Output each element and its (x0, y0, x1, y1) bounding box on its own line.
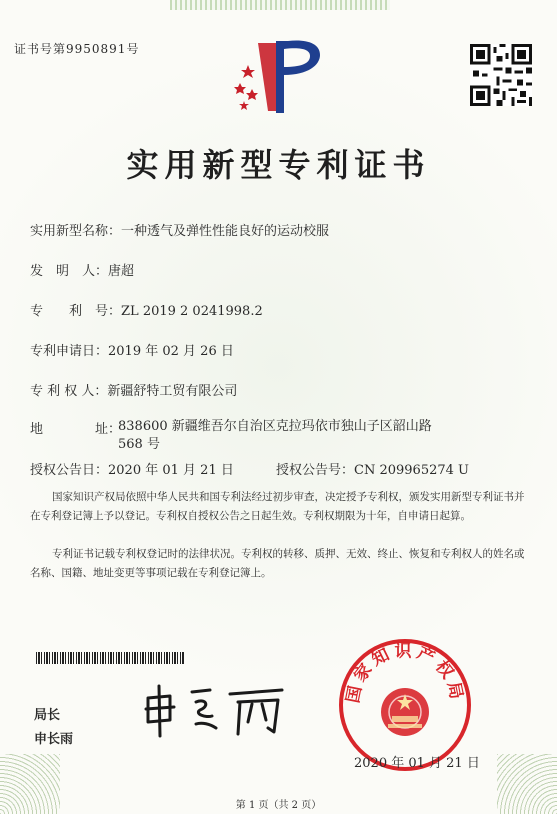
signer-title: 局长 (34, 708, 61, 723)
handwritten-signature-icon (140, 680, 290, 740)
announcement-date-value: 2020 年 01 月 21 日 (108, 463, 234, 478)
field-announcement-date (30, 459, 234, 478)
page-number: 第 1 页（共 2 页） (235, 800, 322, 811)
field-announcement-number (276, 459, 469, 478)
announcement-date-label: 授权公告日： (30, 463, 109, 478)
cnipa-logo-icon (228, 35, 328, 117)
seal-text: 国家知识产权局 (343, 641, 467, 705)
seal-date: 2020 年 01 月 21 日 (354, 756, 480, 771)
field-patent-number (30, 300, 263, 319)
inventor-label: 发 明 人： (30, 264, 109, 279)
signer-name: 申长雨 (34, 732, 74, 747)
application-date-label: 专利申请日： (30, 344, 109, 359)
patent-number-label: 专 利 号： (30, 304, 122, 319)
field-application-date (30, 340, 234, 359)
application-date-value: 2019 年 02 月 26 日 (108, 344, 234, 359)
patent-number-value: ZL 2019 2 0241998.2 (121, 304, 263, 319)
field-utility-model-name (30, 220, 329, 239)
patentee-value: 新疆舒特工贸有限公司 (107, 384, 238, 399)
certificate-number: 证书号第9950891号 (14, 42, 140, 56)
utility-model-name-value: 一种透气及弹性性能良好的运动校服 (121, 224, 330, 239)
announcement-number-value: CN 209965274 U (354, 463, 469, 478)
qr-code-icon (470, 44, 532, 106)
field-inventor (30, 260, 134, 279)
inventor-value: 唐超 (108, 264, 135, 279)
certificate-title: 实用新型专利证书 (126, 146, 431, 184)
field-patentee (30, 380, 237, 399)
address-label: 地 址： (30, 422, 122, 437)
utility-model-name-label: 实用新型名称： (30, 224, 122, 239)
announcement-number-label: 授权公告号： (276, 463, 355, 478)
address-value: 838600 新疆维吾尔自治区克拉玛依市独山子区韶山路 568 号 (118, 419, 432, 452)
decorative-border-top (170, 0, 390, 10)
legal-paragraph-2: 专利证书记载专利权登记时的法律状况。专利权的转移、质押、无效、终止、恢复和专利权人的姓名或名称、国籍、地址变更等事项记载在专利登记簿上。 (30, 548, 525, 579)
legal-paragraph-1: 国家知识产权局依照中华人民共和国专利法经过初步审查，决定授予专利权，颁发实用新型专利证书并在专利登记簿上予以登记。专利权自授权公告之日起生效。专利权期限为十年，自申请日起算。 (30, 491, 525, 522)
patentee-label: 专 利 权 人： (30, 384, 108, 399)
barcode (36, 652, 184, 664)
